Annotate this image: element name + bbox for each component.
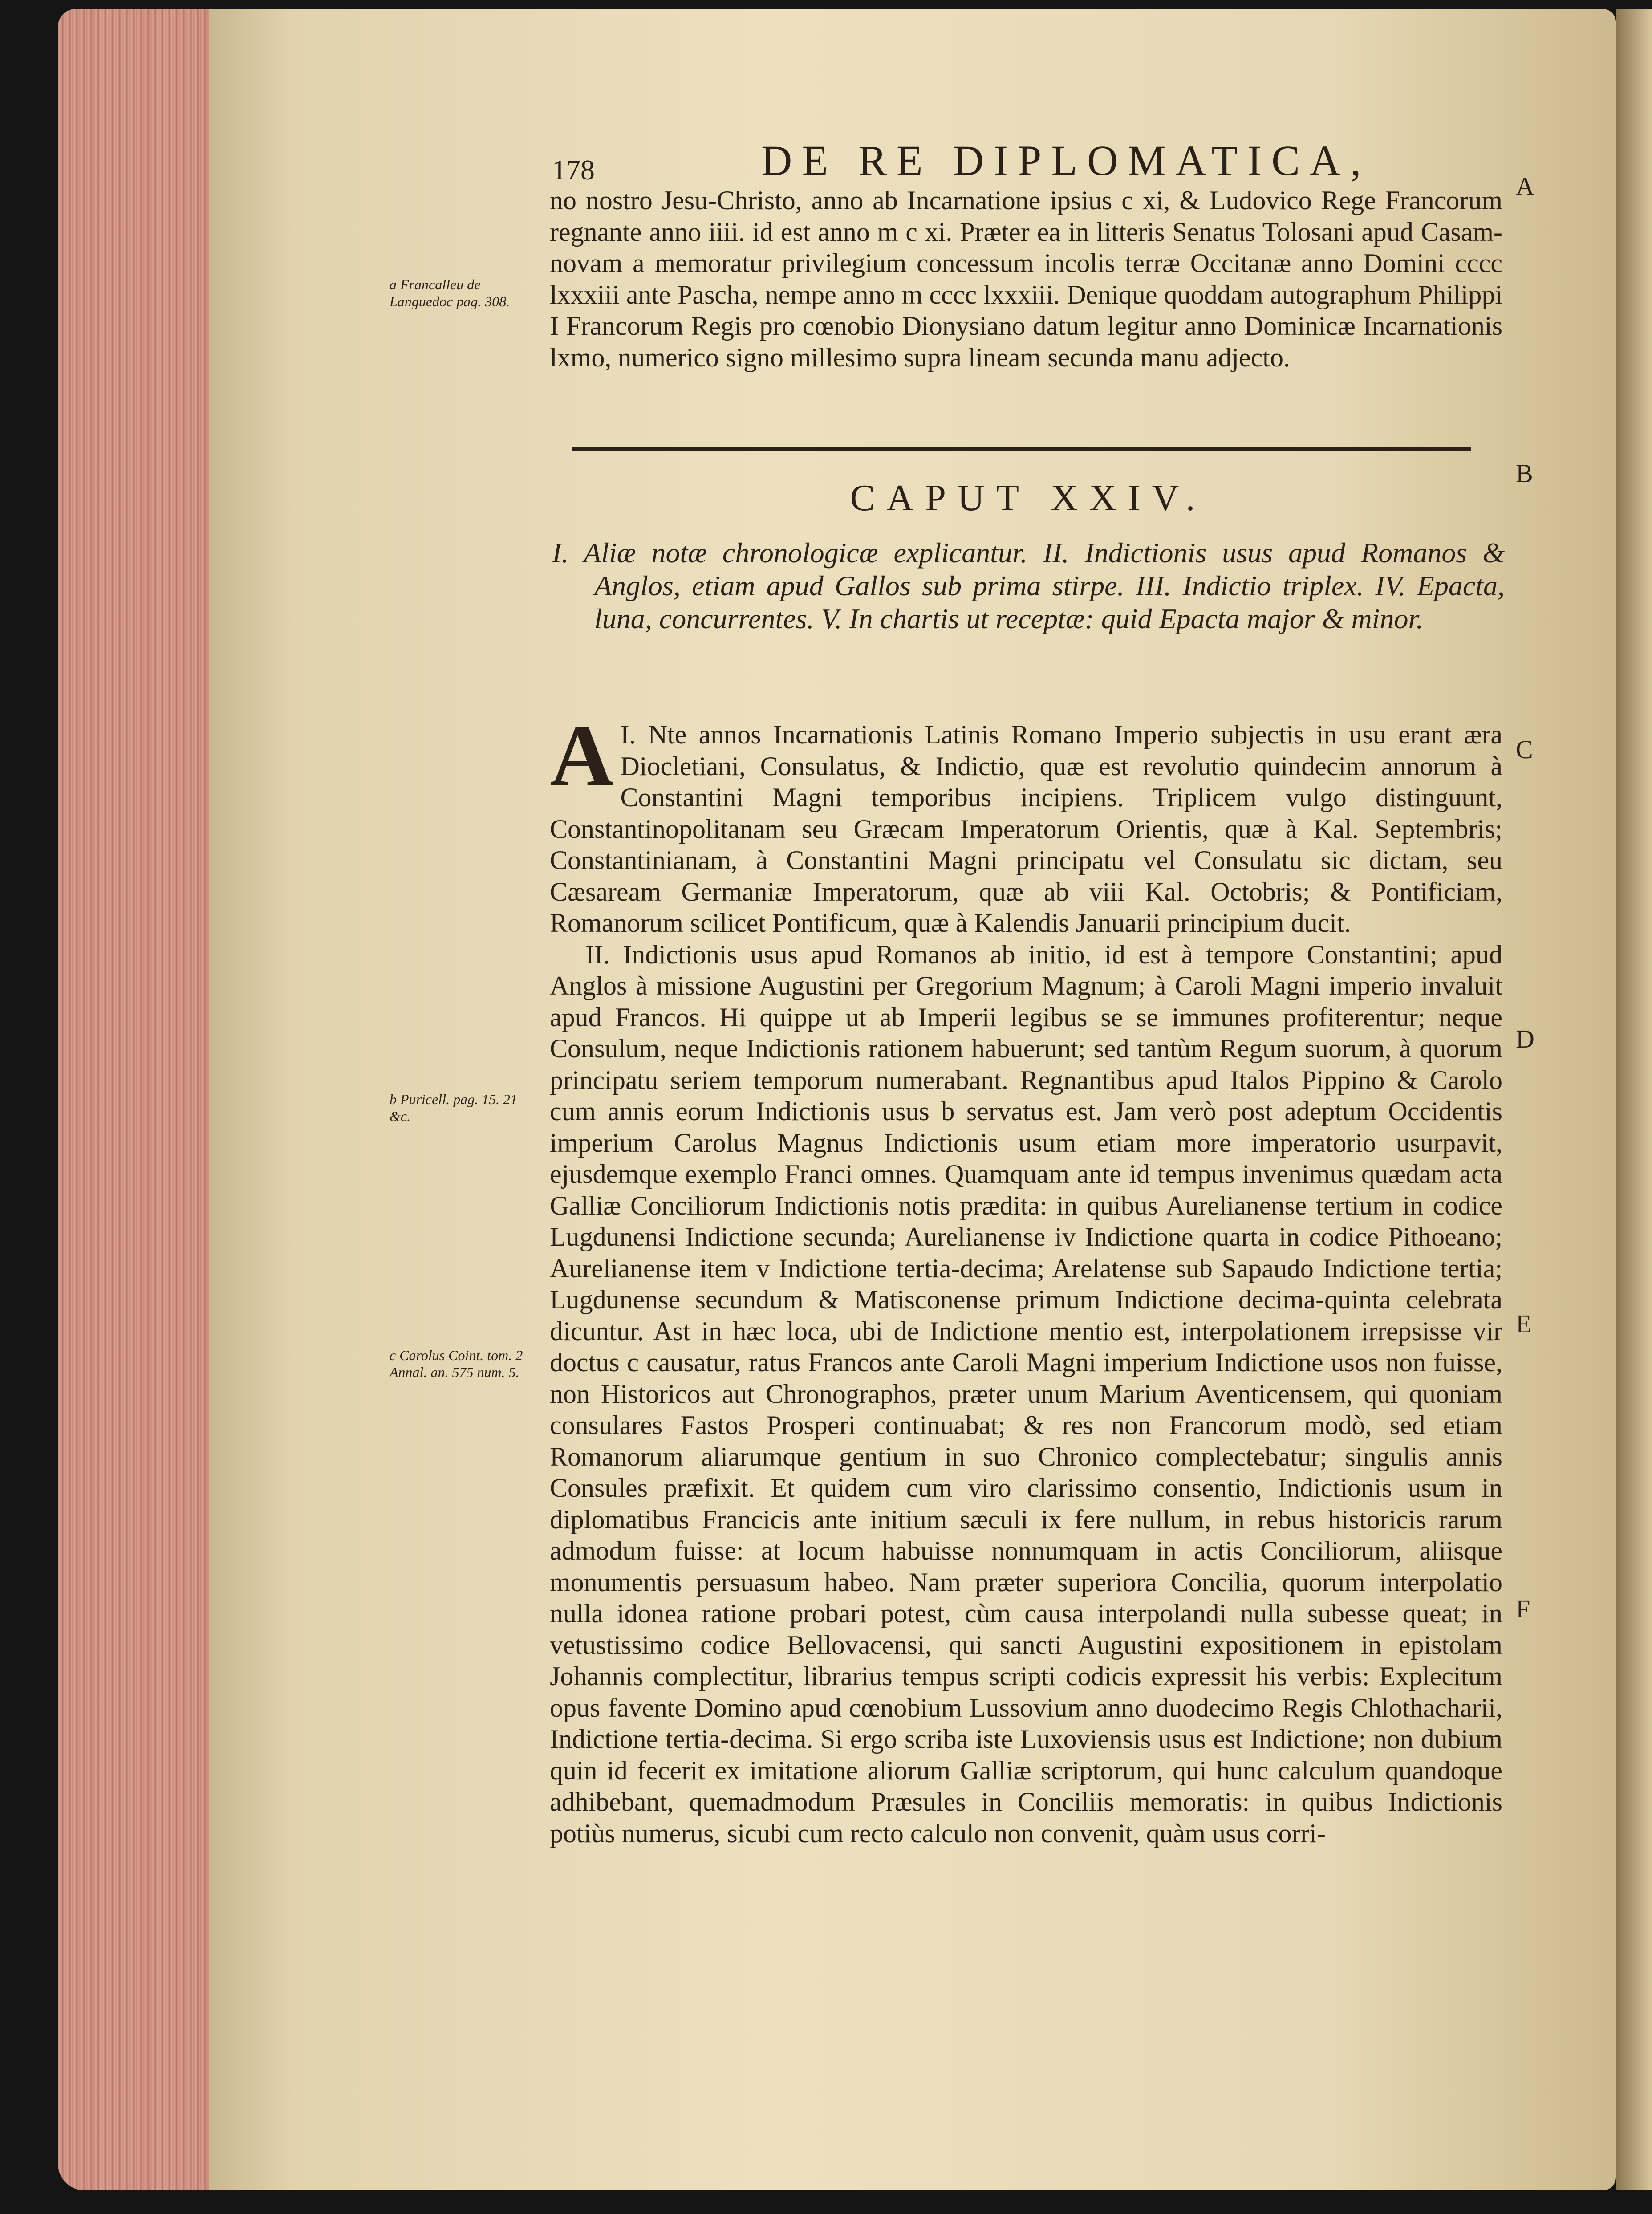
chapter-summary-text: I. Aliæ notæ chronologicæ explicantur. II. Indictionis usus apud Romanos & Anglos, etiam apud Gallos sub prima stirpe. III. Indictio triplex. IV. Epacta, luna, concurrentes. V. In chartis ut receptæ: quid Epacta major & minor. <box>552 537 1505 634</box>
book-page-edge <box>58 9 218 2190</box>
chapter-summary <box>552 536 1505 635</box>
paragraph-one-text: Nte annos Incarnationis Latinis Romano Imperio subjectis in usu erant æra Diocletiani, Consulatus, & Indictio, quæ est revolutio quindecim annorum à Constantini Magni temporibus incipiens. Triplicem vulgo distinguunt, Constantinopolitanam seu Græcam Imperatorum Orientis, quæ à Kal. Septembris; Constantinianam, à Constantini Magni principatu vel Consulatu sic dictam, seu Cæsaream Germaniæ Imperatorum, quæ ab viii Kal. Octobris; & Pontificiam, Romanorum scilicet Pontificum, quæ à Kalendis Januarii principium ducit. <box>550 720 1503 938</box>
section-letter-c: C <box>1516 735 1533 764</box>
margin-note-a: a Francalleu de Languedoc pag. 308. <box>390 276 510 309</box>
section-letter-a: A <box>1516 172 1534 201</box>
section-letter-b: B <box>1516 459 1533 488</box>
top-paragraph-text: no nostro Jesu-Christo, anno ab Incarnatione ipsius c xi, & Ludovico Rege Francorum regnante anno iiii. id est anno m c xi. Præter ea in litteris Senatus Tolosani apud Casam-novam a memoratur privilegium concessum incolis terræ Occitanæ anno Domini cccc lxxxiii ante Pascha, nempe anno m cccc lxxxiii. Denique quoddam autographum Philippi I Francorum Regis pro cœnobio Dionysiano datum legitur anno Dominicæ Incarnationis lxmo, numerico signo millesimo supra lineam secunda manu adjecto. <box>550 186 1502 372</box>
section-letter-f: F <box>1516 1594 1530 1623</box>
section-letter-e: E <box>1516 1309 1532 1338</box>
section-rule <box>572 447 1471 451</box>
chapter-title: CAPUT XXIV. <box>850 477 1207 519</box>
paragraph-one <box>550 707 1503 939</box>
page-header <box>552 136 1514 189</box>
running-title: DE RE DIPLOMATICA, <box>761 137 1371 184</box>
margin-note-c: c Carolus Coint. tom. 2 Annal. an. 575 num. 5. <box>390 1347 523 1380</box>
chapter-body <box>550 707 1503 1849</box>
section-letter-d: D <box>1516 1024 1534 1053</box>
drop-cap: A <box>550 707 614 805</box>
page-number: 178 <box>552 154 595 186</box>
top-paragraph <box>550 185 1502 373</box>
paragraph-two: II. Indictionis usus apud Romanos ab initio, id est à tempore Constantini; apud Anglos à missione Augustini per Gregorium Magnum; à Caroli Magni imperio invaluit apud Francos. Hi quippe ut ab Imperii legibus se se immunes profiterentur; neque Consulum, neque Indictionis rationem habuerunt; sed tantùm Regum suorum, à quorum principatu seriem temporum numerabant. Regnantibus apud Italos Pippino & Carolo cum annis eorum Indictionis usus b servatus est. Jam verò post adeptum Occidentis imperium Carolus Magnus Indictionis usum etiam more imperatorio usurpavit, ejusdemque exemplo Franci omnes. Quamquam ante id tempus invenimus quædam acta Galliæ Conciliorum Indictionis notis prædita: in quibus Aurelianense tertium in codice Lugdunensi Indictione secunda; Aurelianense iv Indictione quarta in codice Pithoeano; Aurelianense item v Indictione tertia-decima; Arelatense sub Sapaudo Indictione tertia; Lugdunense secundum & Matisconense primum Indictione decima-quinta celebrata dicuntur. Ast in hæc loca, ubi de Indictione mentio est, interpolationem irrepsisse vir doctus c causatur, ratus Francos ante Caroli Magni imperium Indictione usos non fuisse, non Historicos aut Chronographos, præter unum Marium Aventicensem, qui quoniam consulares Fastos Prosperi continuabat; & res non Francorum modò, sed etiam Romanorum aliarumque gentium in suo Chronico complectebatur; singulis annis Consules præfixit. Et quidem cum viro clarissimo consentio, Indictionis usum in diplomatibus Francicis ante initium sæculi ix fere nullum, in rebus historicis rarum admodum fuisse: at locum habuisse nonnumquam in actis Conciliorum, aliisque monumentis persuasum habeo. Nam præter superiora Concilia, quorum interpolatio nulla idonea ratione probari potest, cùm causa interpolandi nulla subesse queat; in vetustissimo codice Bellovacensi, qui sancti Augustini expositionem in epistolam Johannis complectitur, librarius tempus scripti codicis expressit his verbis: Explecitum opus favente Domino apud cœnobium Lussovium anno duodecimo Regis Chlothacharii, Indictione tertia-decima. Si ergo scriba iste Luxoviensis usus est Indictione; non dubium quin id fecerit ex imitatione aliorum Galliæ scriptorum, qui hunc calculum quandoque adhibebant, quemadmodum Præsules in Conciliis memoratis: in quibus Indictionis potiùs numerus, sicubi cum recto calculo non convenit, quàm usus corri- <box>550 939 1502 1848</box>
facing-page-edge <box>1616 9 1652 2190</box>
margin-note-b: b Puricell. pag. 15. 21 &c. <box>390 1091 518 1124</box>
section-one-label: I. <box>620 720 636 749</box>
